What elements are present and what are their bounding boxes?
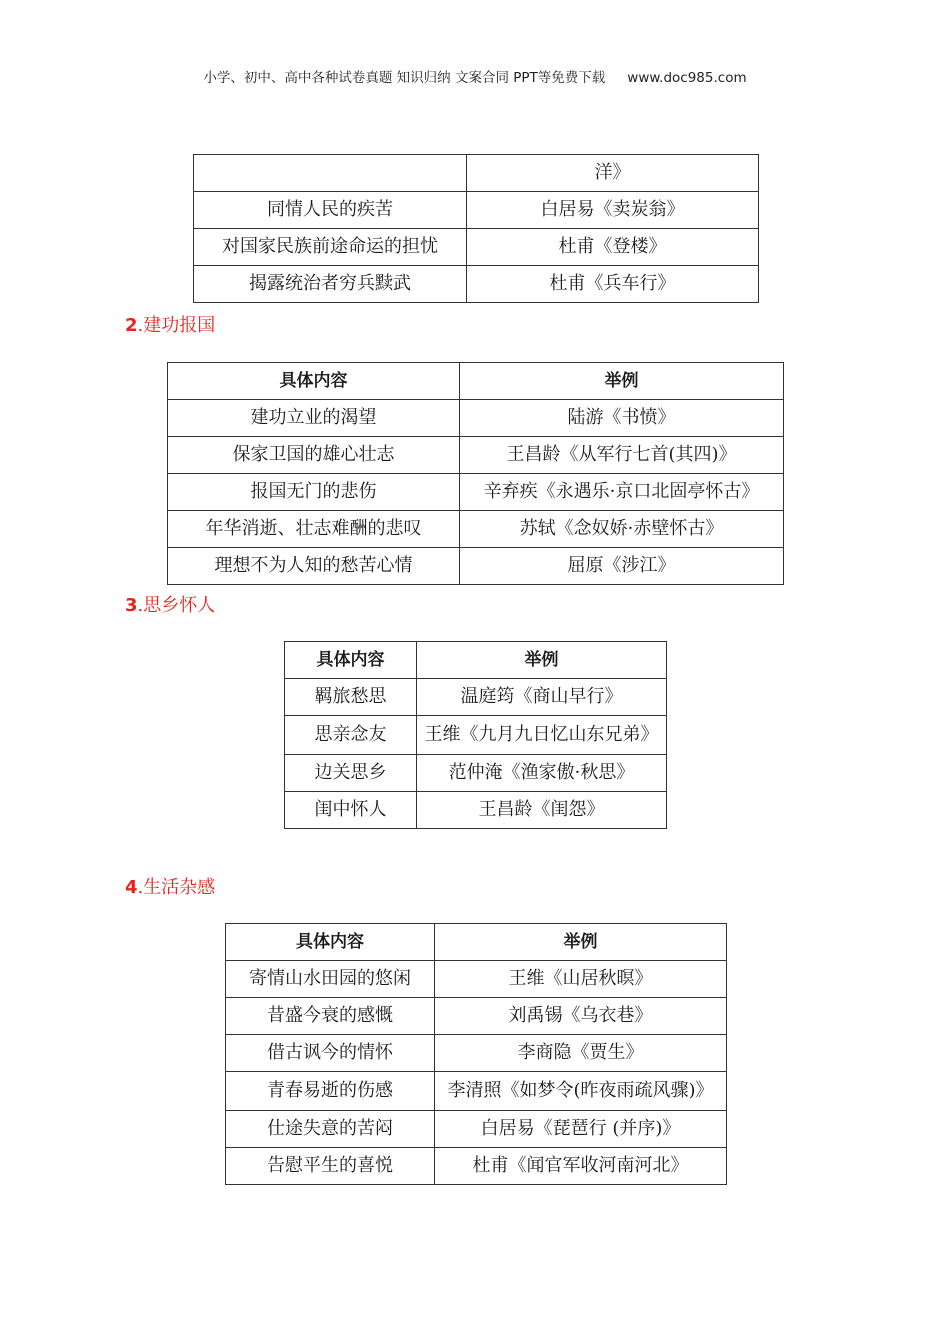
table-cell: 边关思乡: [285, 755, 417, 792]
table-cell: 杜甫《登楼》: [467, 229, 759, 266]
table-row: [226, 1072, 727, 1111]
table-row: [285, 755, 667, 792]
header-site-link[interactable]: www.doc985.com: [627, 70, 747, 86]
table-cell: 白居易《卖炭翁》: [467, 192, 759, 229]
table-cell: 借古讽今的情怀: [226, 1035, 435, 1072]
table-cell: 王维《山居秋暝》: [435, 961, 727, 998]
table-cell: 建功立业的渴望: [168, 400, 460, 437]
column-header: 具体内容: [285, 642, 417, 679]
table-cell: 王维《九月九日忆山东兄弟》: [417, 716, 667, 755]
table-cell: 刘禹锡《乌衣巷》: [435, 998, 727, 1035]
table-cell: 白居易《琵琶行 (并序)》: [435, 1111, 727, 1148]
column-header: 具体内容: [226, 924, 435, 961]
table-cell: 寄情山水田园的悠闲: [226, 961, 435, 998]
table-row: [194, 229, 759, 266]
table-row: [168, 511, 784, 548]
table-row: [194, 155, 759, 192]
section-number: 2: [125, 315, 138, 336]
page-header: [0, 66, 950, 86]
table-row: [226, 1035, 727, 1072]
header-text: 小学、初中、高中各种试卷真题 知识归纳 文案合同 PPT等免费下载: [203, 70, 606, 86]
table-cell: 杜甫《闻官军收河南河北》: [435, 1148, 727, 1185]
table-cell: 揭露统治者穷兵黩武: [194, 266, 467, 303]
table-jiangong: [167, 362, 784, 585]
section-title-text: .思乡怀人: [137, 595, 216, 616]
table-cell: 同情人民的疾苦: [194, 192, 467, 229]
table-row: [226, 998, 727, 1035]
section-title-text: .建功报国: [137, 315, 216, 336]
table-cell: 洋》: [467, 155, 759, 192]
section-number: 3: [125, 595, 138, 616]
table-cell: 杜甫《兵车行》: [467, 266, 759, 303]
table-row: [285, 716, 667, 755]
table-header-row: [285, 642, 667, 679]
table-row: [168, 400, 784, 437]
table-row: [168, 474, 784, 511]
table-cell: 王昌龄《从军行七首(其四)》: [460, 437, 784, 474]
table-row: [285, 679, 667, 716]
table-cell: 辛弃疾《永遇乐·京口北固亭怀古》: [460, 474, 784, 511]
table-cell: [194, 155, 467, 192]
table-cell: 屈原《涉江》: [460, 548, 784, 585]
table-row: [226, 961, 727, 998]
table-cell: 昔盛今衰的感慨: [226, 998, 435, 1035]
table-row: [226, 1148, 727, 1185]
table-cell: 保家卫国的雄心壮志: [168, 437, 460, 474]
table-cell: 告慰平生的喜悦: [226, 1148, 435, 1185]
table-cell: 温庭筠《商山早行》: [417, 679, 667, 716]
table-header-row: [226, 924, 727, 961]
table-row: [194, 266, 759, 303]
table-cell: 王昌龄《闺怨》: [417, 792, 667, 829]
table-cell: 理想不为人知的愁苦心情: [168, 548, 460, 585]
table-cell: 羁旅愁思: [285, 679, 417, 716]
table-row: [168, 437, 784, 474]
table-cell: 陆游《书愤》: [460, 400, 784, 437]
table-cell: 对国家民族前途命运的担忧: [194, 229, 467, 266]
table-row: [285, 792, 667, 829]
table-cell: 年华消逝、壮志难酬的悲叹: [168, 511, 460, 548]
table-cell: 闺中怀人: [285, 792, 417, 829]
table-row: [168, 548, 784, 585]
table-continued: [193, 154, 759, 303]
table-cell: 李商隐《贾生》: [435, 1035, 727, 1072]
table-cell: 仕途失意的苦闷: [226, 1111, 435, 1148]
column-header: 举例: [435, 924, 727, 961]
table-sixiang: [284, 641, 667, 829]
column-header: 具体内容: [168, 363, 460, 400]
table-cell: 范仲淹《渔家傲·秋思》: [417, 755, 667, 792]
section-heading: [125, 873, 215, 899]
table-row: [194, 192, 759, 229]
table-row: [226, 1111, 727, 1148]
column-header: 举例: [460, 363, 784, 400]
section-heading: [125, 311, 215, 337]
section-number: 4: [125, 877, 138, 898]
table-cell: 思亲念友: [285, 716, 417, 755]
section-title-text: .生活杂感: [137, 877, 216, 898]
table-shenghuo: [225, 923, 727, 1185]
table-cell: 报国无门的悲伤: [168, 474, 460, 511]
column-header: 举例: [417, 642, 667, 679]
table-cell: 青春易逝的伤感: [226, 1072, 435, 1111]
table-cell: 李清照《如梦令(昨夜雨疏风骤)》: [435, 1072, 727, 1111]
section-heading: [125, 591, 215, 617]
table-cell: 苏轼《念奴娇·赤壁怀古》: [460, 511, 784, 548]
table-header-row: [168, 363, 784, 400]
